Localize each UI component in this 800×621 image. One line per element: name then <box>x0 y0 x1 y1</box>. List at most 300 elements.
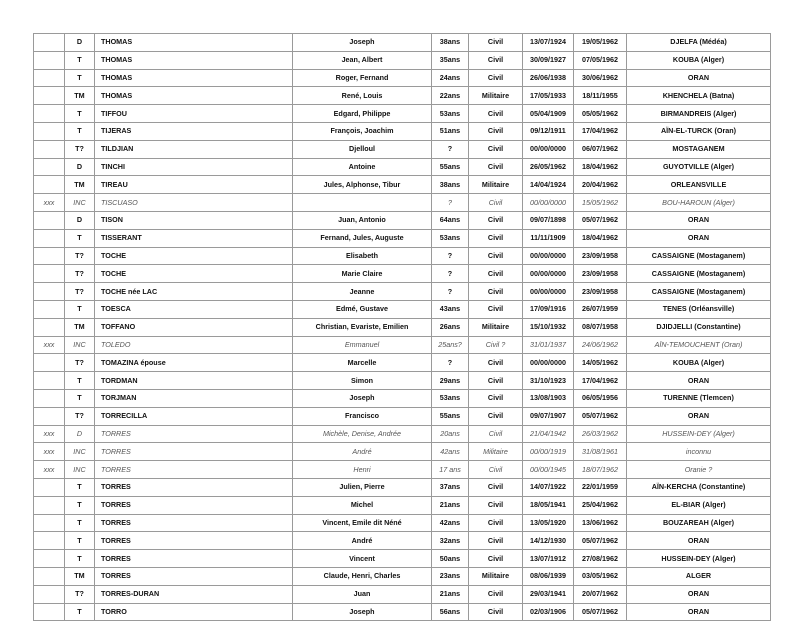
table-row <box>34 514 771 532</box>
type-cell: T <box>65 389 95 407</box>
surname-cell: TORRO <box>95 603 293 621</box>
status-cell: Militaire <box>469 176 523 194</box>
birth-date-cell: 14/12/1930 <box>523 532 574 550</box>
table-row <box>34 122 771 140</box>
status-cell: Civil <box>469 407 523 425</box>
table-row <box>34 87 771 105</box>
age-cell: 25ans? <box>432 336 469 354</box>
death-date-cell: 26/07/1959 <box>574 300 627 318</box>
age-cell: 35ans <box>432 51 469 69</box>
surname-cell: TORRES <box>95 478 293 496</box>
age-cell: 53ans <box>432 105 469 123</box>
surname-cell: TISSERANT <box>95 229 293 247</box>
type-cell: T <box>65 514 95 532</box>
status-cell: Civil <box>469 283 523 301</box>
place-cell: ORAN <box>627 69 771 87</box>
age-cell: 26ans <box>432 318 469 336</box>
place-cell: AÏN-TEMOUCHENT (Oran) <box>627 336 771 354</box>
given-names-cell: René, Louis <box>293 87 432 105</box>
type-cell: D <box>65 158 95 176</box>
mark-cell <box>34 372 65 390</box>
birth-date-cell: 00/00/0000 <box>523 247 574 265</box>
given-names-cell: Claude, Henri, Charles <box>293 567 432 585</box>
given-names-cell: Christian, Evariste, Emilien <box>293 318 432 336</box>
surname-cell: TORRES <box>95 443 293 461</box>
birth-date-cell: 08/06/1939 <box>523 567 574 585</box>
surname-cell: THOMAS <box>95 69 293 87</box>
surname-cell: TOLEDO <box>95 336 293 354</box>
type-cell: T <box>65 372 95 390</box>
table-row <box>34 567 771 585</box>
status-cell: Civil <box>469 603 523 621</box>
age-cell: ? <box>432 265 469 283</box>
type-cell: T <box>65 105 95 123</box>
place-cell: ORAN <box>627 407 771 425</box>
mark-cell: xxx <box>34 443 65 461</box>
surname-cell: TIJERAS <box>95 122 293 140</box>
given-names-cell: Edgard, Philippe <box>293 105 432 123</box>
place-cell: MOSTAGANEM <box>627 140 771 158</box>
given-names-cell: André <box>293 532 432 550</box>
birth-date-cell: 17/05/1933 <box>523 87 574 105</box>
status-cell: Civil <box>469 372 523 390</box>
type-cell: T <box>65 122 95 140</box>
table-row <box>34 140 771 158</box>
given-names-cell: Simon <box>293 372 432 390</box>
type-cell: T? <box>65 265 95 283</box>
death-date-cell: 05/07/1962 <box>574 603 627 621</box>
type-cell: TM <box>65 176 95 194</box>
given-names-cell: Juan <box>293 585 432 603</box>
surname-cell: TORRES <box>95 514 293 532</box>
age-cell: 53ans <box>432 389 469 407</box>
status-cell: Civil <box>469 354 523 372</box>
type-cell: T <box>65 300 95 318</box>
surname-cell: TOFFANO <box>95 318 293 336</box>
birth-date-cell: 13/07/1924 <box>523 34 574 52</box>
age-cell: 55ans <box>432 158 469 176</box>
surname-cell: TORRES <box>95 567 293 585</box>
birth-date-cell: 13/07/1912 <box>523 550 574 568</box>
birth-date-cell: 14/07/1922 <box>523 478 574 496</box>
surname-cell: TOCHE <box>95 265 293 283</box>
table-row <box>34 496 771 514</box>
status-cell: Civil <box>469 496 523 514</box>
status-cell: Civil <box>469 229 523 247</box>
birth-date-cell: 21/04/1942 <box>523 425 574 443</box>
mark-cell <box>34 105 65 123</box>
death-date-cell: 23/09/1958 <box>574 283 627 301</box>
surname-cell: TISON <box>95 211 293 229</box>
place-cell: DJIDJELLI (Constantine) <box>627 318 771 336</box>
type-cell: INC <box>65 443 95 461</box>
surname-cell: TORDMAN <box>95 372 293 390</box>
place-cell: ALGER <box>627 567 771 585</box>
type-cell: T? <box>65 354 95 372</box>
table-row <box>34 478 771 496</box>
place-cell: BOU-HAROUN (Alger) <box>627 194 771 212</box>
mark-cell <box>34 87 65 105</box>
place-cell: TENES (Orléansville) <box>627 300 771 318</box>
type-cell: T? <box>65 247 95 265</box>
place-cell: BIRMANDREIS (Alger) <box>627 105 771 123</box>
place-cell: DJELFA (Médéa) <box>627 34 771 52</box>
status-cell: Civil <box>469 550 523 568</box>
status-cell: Militaire <box>469 567 523 585</box>
place-cell: CASSAIGNE (Mostaganem) <box>627 247 771 265</box>
place-cell: AÏN-KERCHA (Constantine) <box>627 478 771 496</box>
mark-cell <box>34 158 65 176</box>
type-cell: D <box>65 425 95 443</box>
given-names-cell: Emmanuel <box>293 336 432 354</box>
status-cell: Civil <box>469 585 523 603</box>
given-names-cell: Michel <box>293 496 432 514</box>
age-cell: 53ans <box>432 229 469 247</box>
given-names-cell: Michèle, Denise, Andrée <box>293 425 432 443</box>
status-cell: Civil <box>469 478 523 496</box>
death-date-cell: 18/04/1962 <box>574 158 627 176</box>
mark-cell: xxx <box>34 336 65 354</box>
surname-cell: TORJMAN <box>95 389 293 407</box>
death-date-cell: 06/05/1956 <box>574 389 627 407</box>
surname-cell: TORRES <box>95 461 293 479</box>
death-date-cell: 22/01/1959 <box>574 478 627 496</box>
place-cell: HUSSEIN-DEY (Alger) <box>627 550 771 568</box>
status-cell: Militaire <box>469 443 523 461</box>
mark-cell <box>34 318 65 336</box>
type-cell: D <box>65 34 95 52</box>
place-cell: CASSAIGNE (Mostaganem) <box>627 265 771 283</box>
age-cell: 24ans <box>432 69 469 87</box>
surname-cell: TOCHE née LAC <box>95 283 293 301</box>
table-row <box>34 389 771 407</box>
mark-cell <box>34 354 65 372</box>
death-date-cell: 15/05/1962 <box>574 194 627 212</box>
mark-cell <box>34 211 65 229</box>
table-row <box>34 51 771 69</box>
surname-cell: THOMAS <box>95 51 293 69</box>
status-cell: Civil <box>469 69 523 87</box>
death-date-cell: 05/07/1962 <box>574 532 627 550</box>
age-cell: 17 ans <box>432 461 469 479</box>
mark-cell <box>34 407 65 425</box>
mark-cell <box>34 34 65 52</box>
place-cell: ORAN <box>627 229 771 247</box>
type-cell: TM <box>65 87 95 105</box>
given-names-cell: Jules, Alphonse, Tibur <box>293 176 432 194</box>
type-cell: INC <box>65 194 95 212</box>
surname-cell: THOMAS <box>95 87 293 105</box>
birth-date-cell: 15/10/1932 <box>523 318 574 336</box>
type-cell: TM <box>65 318 95 336</box>
status-cell: Civil <box>469 532 523 550</box>
mark-cell <box>34 567 65 585</box>
table-row <box>34 461 771 479</box>
surname-cell: TOMAZINA épouse <box>95 354 293 372</box>
death-date-cell: 18/07/1962 <box>574 461 627 479</box>
birth-date-cell: 00/00/1919 <box>523 443 574 461</box>
status-cell: Civil <box>469 140 523 158</box>
age-cell: ? <box>432 283 469 301</box>
mark-cell: xxx <box>34 194 65 212</box>
given-names-cell: Roger, Fernand <box>293 69 432 87</box>
table-row <box>34 585 771 603</box>
death-date-cell: 27/08/1962 <box>574 550 627 568</box>
birth-date-cell: 14/04/1924 <box>523 176 574 194</box>
given-names-cell: Fernand, Jules, Auguste <box>293 229 432 247</box>
given-names-cell: André <box>293 443 432 461</box>
type-cell: TM <box>65 567 95 585</box>
status-cell: Civil <box>469 461 523 479</box>
place-cell: ORAN <box>627 532 771 550</box>
given-names-cell: Vincent, Emile dit Néné <box>293 514 432 532</box>
death-date-cell: 06/07/1962 <box>574 140 627 158</box>
status-cell: Civil <box>469 122 523 140</box>
age-cell: 43ans <box>432 300 469 318</box>
type-cell: INC <box>65 461 95 479</box>
surname-cell: TORRES-DURAN <box>95 585 293 603</box>
records-table-body <box>34 34 771 621</box>
mark-cell <box>34 229 65 247</box>
status-cell: Civil <box>469 247 523 265</box>
status-cell: Civil <box>469 389 523 407</box>
mark-cell <box>34 51 65 69</box>
table-row <box>34 407 771 425</box>
place-cell: ORLEANSVILLE <box>627 176 771 194</box>
table-row <box>34 300 771 318</box>
surname-cell: TOCHE <box>95 247 293 265</box>
type-cell: T <box>65 532 95 550</box>
table-row <box>34 603 771 621</box>
death-date-cell: 25/04/1962 <box>574 496 627 514</box>
birth-date-cell: 29/03/1941 <box>523 585 574 603</box>
table-row <box>34 443 771 461</box>
mark-cell <box>34 496 65 514</box>
surname-cell: TORRECILLA <box>95 407 293 425</box>
age-cell: 42ans <box>432 514 469 532</box>
mark-cell <box>34 140 65 158</box>
mark-cell <box>34 247 65 265</box>
type-cell: INC <box>65 336 95 354</box>
birth-date-cell: 00/00/0000 <box>523 194 574 212</box>
table-row <box>34 265 771 283</box>
given-names-cell: Juan, Antonio <box>293 211 432 229</box>
death-date-cell: 30/06/1962 <box>574 69 627 87</box>
records-table <box>33 33 771 621</box>
death-date-cell: 31/08/1961 <box>574 443 627 461</box>
surname-cell: THOMAS <box>95 34 293 52</box>
given-names-cell: Antoine <box>293 158 432 176</box>
surname-cell: TILDJIAN <box>95 140 293 158</box>
surname-cell: TISCUASO <box>95 194 293 212</box>
birth-date-cell: 00/00/0000 <box>523 354 574 372</box>
mark-cell <box>34 69 65 87</box>
age-cell: 38ans <box>432 176 469 194</box>
place-cell: KOUBA (Alger) <box>627 51 771 69</box>
status-cell: Militaire <box>469 87 523 105</box>
place-cell: inconnu <box>627 443 771 461</box>
place-cell: HUSSEIN-DEY (Alger) <box>627 425 771 443</box>
age-cell: 21ans <box>432 585 469 603</box>
mark-cell: xxx <box>34 461 65 479</box>
age-cell: 38ans <box>432 34 469 52</box>
status-cell: Civil <box>469 34 523 52</box>
given-names-cell: Vincent <box>293 550 432 568</box>
place-cell: KHENCHELA (Batna) <box>627 87 771 105</box>
given-names-cell: Joseph <box>293 34 432 52</box>
birth-date-cell: 00/00/1945 <box>523 461 574 479</box>
place-cell: ORAN <box>627 211 771 229</box>
given-names-cell <box>293 194 432 212</box>
death-date-cell: 05/05/1962 <box>574 105 627 123</box>
age-cell: 51ans <box>432 122 469 140</box>
place-cell: GUYOTVILLE (Alger) <box>627 158 771 176</box>
death-date-cell: 23/09/1958 <box>574 265 627 283</box>
table-row <box>34 194 771 212</box>
surname-cell: TIFFOU <box>95 105 293 123</box>
death-date-cell: 03/05/1962 <box>574 567 627 585</box>
table-row <box>34 34 771 52</box>
age-cell: 22ans <box>432 87 469 105</box>
age-cell: 42ans <box>432 443 469 461</box>
status-cell: Civil ? <box>469 336 523 354</box>
death-date-cell: 13/06/1962 <box>574 514 627 532</box>
age-cell: 56ans <box>432 603 469 621</box>
type-cell: T <box>65 69 95 87</box>
table-row <box>34 283 771 301</box>
birth-date-cell: 26/05/1962 <box>523 158 574 176</box>
birth-date-cell: 26/06/1938 <box>523 69 574 87</box>
death-date-cell: 18/11/1955 <box>574 87 627 105</box>
given-names-cell: Joseph <box>293 389 432 407</box>
place-cell: AÏN-EL-TURCK (Oran) <box>627 122 771 140</box>
mark-cell <box>34 478 65 496</box>
death-date-cell: 23/09/1958 <box>574 247 627 265</box>
surname-cell: TOESCA <box>95 300 293 318</box>
place-cell: ORAN <box>627 585 771 603</box>
birth-date-cell: 00/00/0000 <box>523 140 574 158</box>
death-date-cell: 18/04/1962 <box>574 229 627 247</box>
death-date-cell: 14/05/1962 <box>574 354 627 372</box>
death-date-cell: 17/04/1962 <box>574 122 627 140</box>
status-cell: Civil <box>469 514 523 532</box>
status-cell: Civil <box>469 211 523 229</box>
place-cell: CASSAIGNE (Mostaganem) <box>627 283 771 301</box>
birth-date-cell: 09/07/1907 <box>523 407 574 425</box>
surname-cell: TINCHI <box>95 158 293 176</box>
given-names-cell: Jeanne <box>293 283 432 301</box>
given-names-cell: Marcelle <box>293 354 432 372</box>
given-names-cell: Joseph <box>293 603 432 621</box>
type-cell: T? <box>65 140 95 158</box>
birth-date-cell: 11/11/1909 <box>523 229 574 247</box>
table-row <box>34 211 771 229</box>
type-cell: T <box>65 51 95 69</box>
mark-cell <box>34 585 65 603</box>
surname-cell: TORRES <box>95 425 293 443</box>
place-cell: TURENNE (Tlemcen) <box>627 389 771 407</box>
given-names-cell: François, Joachim <box>293 122 432 140</box>
type-cell: T? <box>65 407 95 425</box>
age-cell: 20ans <box>432 425 469 443</box>
mark-cell <box>34 514 65 532</box>
given-names-cell: Francisco <box>293 407 432 425</box>
table-row <box>34 372 771 390</box>
type-cell: T <box>65 229 95 247</box>
mark-cell <box>34 265 65 283</box>
age-cell: ? <box>432 140 469 158</box>
death-date-cell: 20/04/1962 <box>574 176 627 194</box>
mark-cell <box>34 532 65 550</box>
table-row <box>34 318 771 336</box>
given-names-cell: Edmé, Gustave <box>293 300 432 318</box>
place-cell: EL-BIAR (Alger) <box>627 496 771 514</box>
status-cell: Civil <box>469 265 523 283</box>
status-cell: Civil <box>469 425 523 443</box>
given-names-cell: Marie Claire <box>293 265 432 283</box>
death-date-cell: 05/07/1962 <box>574 211 627 229</box>
table-row <box>34 158 771 176</box>
birth-date-cell: 30/09/1927 <box>523 51 574 69</box>
mark-cell: xxx <box>34 425 65 443</box>
place-cell: ORAN <box>627 603 771 621</box>
birth-date-cell: 13/08/1903 <box>523 389 574 407</box>
birth-date-cell: 00/00/0000 <box>523 265 574 283</box>
given-names-cell: Djelloul <box>293 140 432 158</box>
type-cell: T <box>65 496 95 514</box>
death-date-cell: 19/05/1962 <box>574 34 627 52</box>
surname-cell: TORRES <box>95 550 293 568</box>
birth-date-cell: 00/00/0000 <box>523 283 574 301</box>
table-row <box>34 532 771 550</box>
death-date-cell: 05/07/1962 <box>574 407 627 425</box>
table-row <box>34 354 771 372</box>
place-cell: BOUZAREAH (Alger) <box>627 514 771 532</box>
type-cell: D <box>65 211 95 229</box>
age-cell: ? <box>432 194 469 212</box>
surname-cell: TORRES <box>95 496 293 514</box>
age-cell: ? <box>432 247 469 265</box>
surname-cell: TIREAU <box>95 176 293 194</box>
death-date-cell: 20/07/1962 <box>574 585 627 603</box>
type-cell: T <box>65 478 95 496</box>
status-cell: Civil <box>469 51 523 69</box>
birth-date-cell: 13/05/1920 <box>523 514 574 532</box>
status-cell: Civil <box>469 105 523 123</box>
status-cell: Militaire <box>469 318 523 336</box>
age-cell: ? <box>432 354 469 372</box>
status-cell: Civil <box>469 158 523 176</box>
death-date-cell: 07/05/1962 <box>574 51 627 69</box>
table-row <box>34 425 771 443</box>
table-row <box>34 176 771 194</box>
death-date-cell: 24/06/1962 <box>574 336 627 354</box>
birth-date-cell: 17/09/1916 <box>523 300 574 318</box>
age-cell: 64ans <box>432 211 469 229</box>
mark-cell <box>34 603 65 621</box>
age-cell: 32ans <box>432 532 469 550</box>
table-row <box>34 336 771 354</box>
age-cell: 23ans <box>432 567 469 585</box>
type-cell: T <box>65 550 95 568</box>
table-row <box>34 69 771 87</box>
birth-date-cell: 31/01/1937 <box>523 336 574 354</box>
death-date-cell: 26/03/1962 <box>574 425 627 443</box>
mark-cell <box>34 283 65 301</box>
mark-cell <box>34 176 65 194</box>
given-names-cell: Henri <box>293 461 432 479</box>
place-cell: KOUBA (Alger) <box>627 354 771 372</box>
